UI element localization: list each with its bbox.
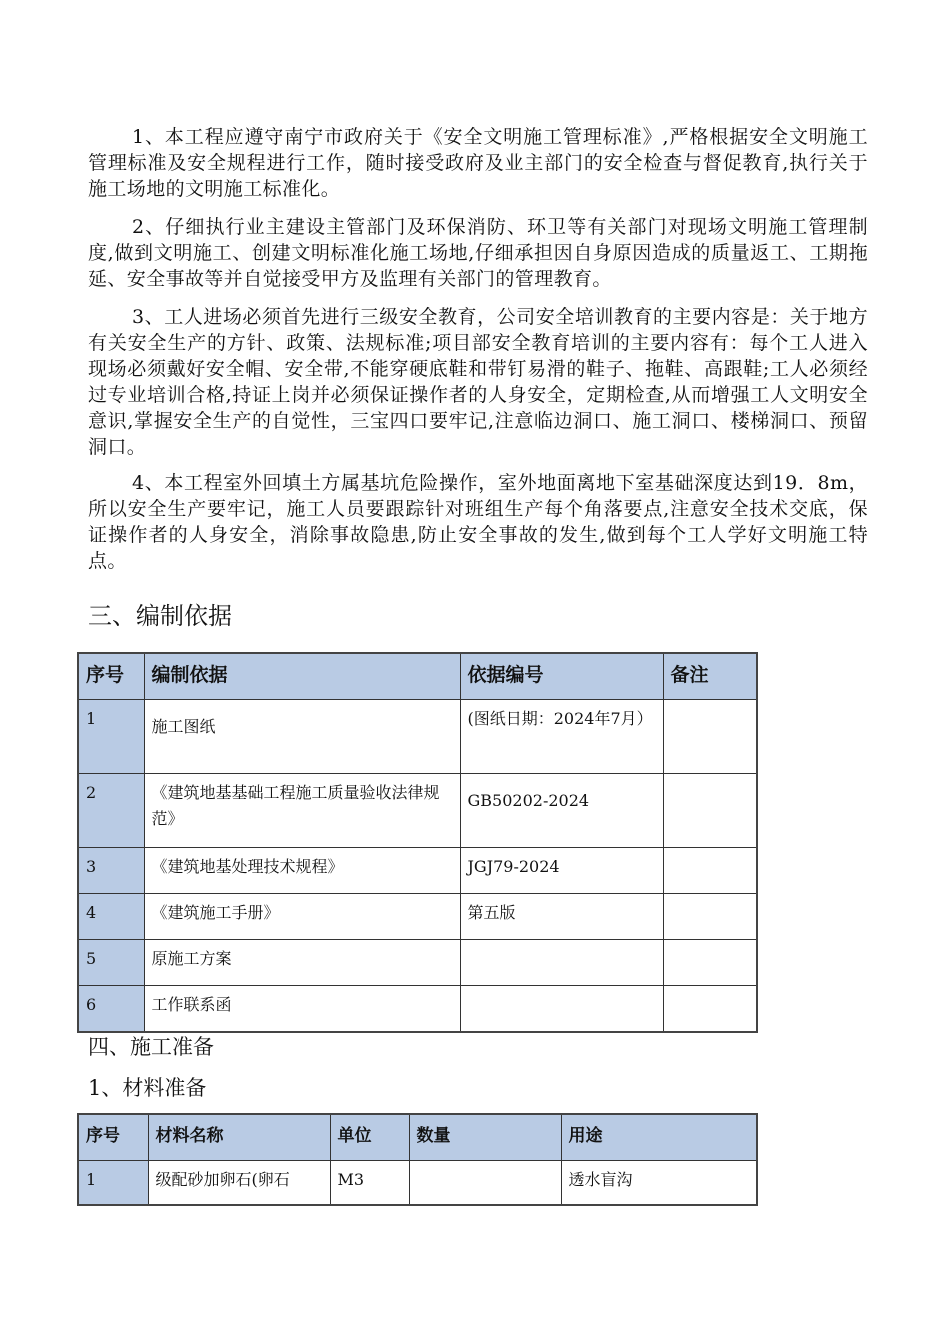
table-row: [78, 940, 757, 986]
table-cell: JGJ79-2024: [460, 848, 663, 894]
table-header-row: [78, 653, 757, 700]
table-row: [78, 700, 757, 774]
subsection-heading-materials: 1、材料准备: [88, 1076, 207, 1100]
table-cell: GB50202-2024: [460, 774, 663, 848]
table-cell: [663, 700, 757, 774]
paragraph-4: 4、本工程室外回填土方属基坑危险操作，室外地面离地下室基础深度达到19．8m，所以安全生产要牢记，施工人员要跟踪针对班组生产每个角落要点,注意安全技术交底，保证操作者的人身安全，消除事故隐患,防止安全事故的发生,做到每个工人学好文明施工特点。: [88, 472, 868, 572]
header-cell: 单位: [330, 1114, 409, 1161]
table-row: [78, 1161, 757, 1205]
table-cell: 原施工方案: [144, 940, 460, 986]
section-heading-basis: 三、编制依据: [88, 602, 232, 630]
table-cell: 透水盲沟: [561, 1161, 757, 1205]
table-cell: [460, 940, 663, 986]
table-header-row: [78, 1114, 757, 1161]
materials-table: [77, 1113, 758, 1206]
table-cell: 6: [78, 986, 144, 1032]
table-cell: [663, 894, 757, 940]
table-cell: 工作联系函: [144, 986, 460, 1032]
table-row: [78, 986, 757, 1032]
table-cell: 《建筑地基处理技术规程》: [144, 848, 460, 894]
table-cell: (图纸日期：2024年7月）: [460, 700, 663, 774]
table-cell: 5: [78, 940, 144, 986]
header-cell: 材料名称: [148, 1114, 330, 1161]
table-cell: 2: [78, 774, 144, 848]
table-cell: 1: [78, 700, 144, 774]
paragraph-2: 2、仔细执行业主建设主管部门及环保消防、环卫等有关部门对现场文明施工管理制度,做到文明施工、创建文明标准化施工场地,仔细承担因自身原因造成的质量返工、工期拖延、安全事故等并自觉接受甲方及监理有关部门的管理教育。: [88, 216, 868, 290]
header-cell: 序号: [78, 653, 144, 700]
table-row: [78, 774, 757, 848]
table-cell: [409, 1161, 561, 1205]
table-cell: 1: [78, 1161, 148, 1205]
paragraph-3: 3、工人进场必须首先进行三级安全教育，公司安全培训教育的主要内容是：关于地方有关安全生产的方针、政策、法规标准;项目部安全教育培训的主要内容有：每个工人进入现场必须戴好安全帽、安全带,不能穿硬底鞋和带钉易滑的鞋子、拖鞋、高跟鞋;工人必须经过专业培训合格,持证上岗并必须保证操作者的人身安全，定期检查,从而增强工人文明安全意识,掌握安全生产的自觉性，三宝四口要牢记,注意临边洞口、施工洞口、楼梯洞口、预留洞口。: [88, 306, 868, 458]
table-cell: M3: [330, 1161, 409, 1205]
table-cell: 3: [78, 848, 144, 894]
section-heading-preparation: 四、施工准备: [88, 1035, 214, 1059]
table-cell: [460, 986, 663, 1032]
table-cell: 第五版: [460, 894, 663, 940]
paragraph-1: 1、本工程应遵守南宁市政府关于《安全文明施工管理标准》,严格根据安全文明施工管理标准及安全规程进行工作，随时接受政府及业主部门的安全检查与督促教育,执行关于施工场地的文明施工标准化。: [88, 126, 868, 200]
table-row: [78, 848, 757, 894]
table-cell: 《建筑地基基础工程施工质量验收法律规范》: [144, 774, 460, 848]
table-cell: 《建筑施工手册》: [144, 894, 460, 940]
header-cell: 数量: [409, 1114, 561, 1161]
header-cell: 编制依据: [144, 653, 460, 700]
header-cell: 依据编号: [460, 653, 663, 700]
table-cell: 4: [78, 894, 144, 940]
table-cell: 级配砂加卵石(卵石: [148, 1161, 330, 1205]
table-cell: [663, 774, 757, 848]
table-cell: [663, 940, 757, 986]
header-cell: 备注: [663, 653, 757, 700]
table-cell: [663, 986, 757, 1032]
basis-table: [77, 652, 758, 1033]
header-cell: 用途: [561, 1114, 757, 1161]
table-row: [78, 894, 757, 940]
table-cell: [663, 848, 757, 894]
header-cell: 序号: [78, 1114, 148, 1161]
table-cell: 施工图纸: [144, 700, 460, 774]
